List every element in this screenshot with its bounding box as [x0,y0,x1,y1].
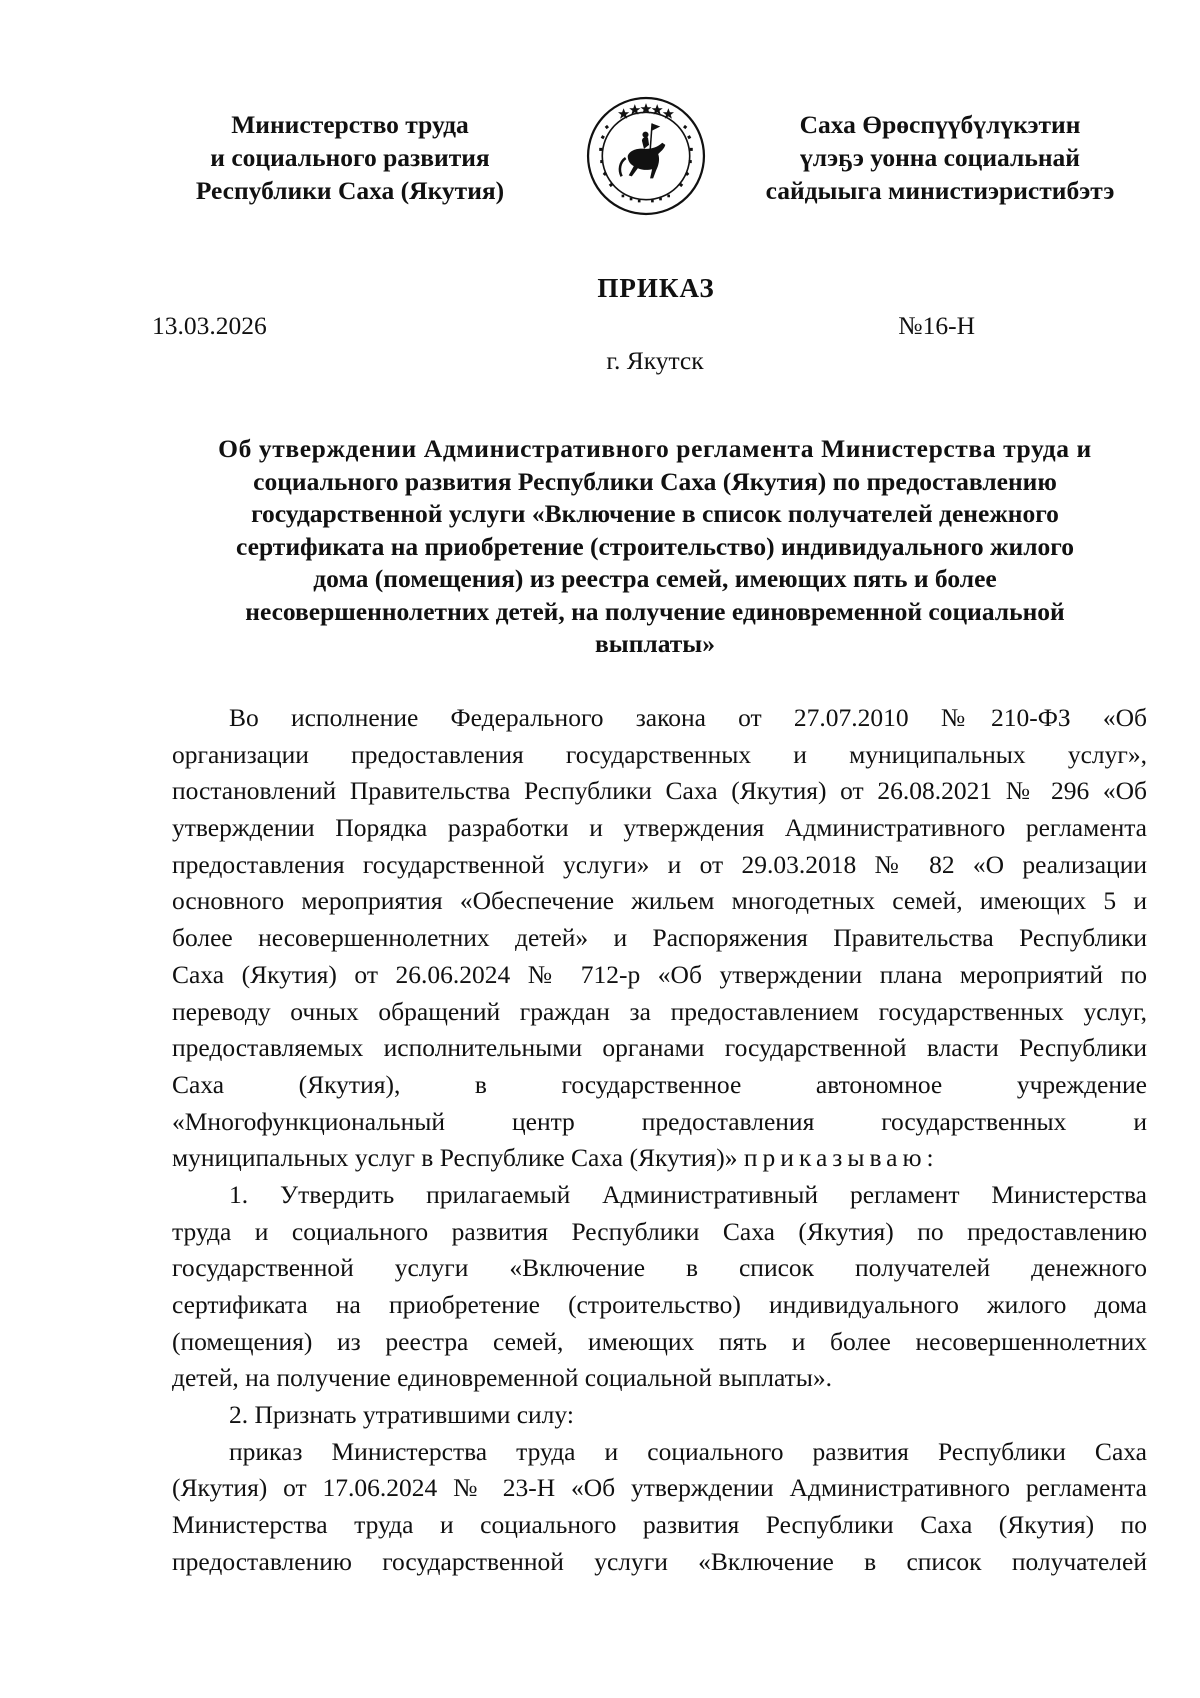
coat-of-arms-of-sakha-icon [585,95,707,217]
item-1-line: сертификата на приобретение (строительство) индивидуального жилого дома [172,1290,1147,1319]
subject-line: Об утверждении Административного регламента Министерства труда и [218,434,1092,463]
preamble-line: Во исполнение Федерального закона от 27.07.2010 №210-ФЗ «Об [229,703,1147,732]
preamble-line: постановлений Правительства Республики Саха (Якутия) от 26.08.2021 № 296 «Об [172,776,1147,806]
item-1-line: детей, на получение единовременной социальной выплаты». [172,1363,833,1393]
document-type-title: ПРИКАЗ [597,273,715,303]
ministry-name-line: сайдыыга министиэристибэтэ [765,176,1115,205]
preamble-line: Саха (Якутия), в государственное автономное учреждение [172,1069,1147,1099]
ministry-name-line: и социального развития [210,143,490,172]
item-2-line: (Якутия) от 17.06.2024 № 23-Н «Об утверждении Административного регламента [172,1473,1147,1503]
ministry-name-yakut [720,108,1160,207]
item-1-line: (помещения) из реестра семей, имеющих пять и более несовершеннолетних [172,1326,1147,1356]
ministry-name-line: Министерство труда [231,110,469,139]
order-body [172,700,1147,1581]
preamble-line: организации предоставления государственных и муниципальных услуг», [172,739,1147,769]
ministry-name-russian [150,108,550,207]
item-1-line: 1. Утвердить прилагаемый Административный регламент Министерства [229,1179,1147,1209]
subject-line: несовершеннолетних детей, на получение единовременной социальной [245,596,1065,626]
item-2-line: предоставлению государственной услуги «Включение в список получателей [172,1546,1147,1576]
document-number: №16-Н [898,311,975,340]
order-word: приказываю: [743,1143,939,1173]
ministry-name-line: Саха Өрөспүүбүлүкэтин [799,110,1081,139]
item-2-heading: 2. Признать утратившими силу: [229,1400,574,1430]
ministry-name-line: Республики Саха (Якутия) [195,176,505,205]
preamble-last-line [172,1140,1147,1177]
preamble-line: предоставления государственной услуги» и от 29.03.2018 № 82 «О реализации [172,849,1147,879]
subject-line: дома (помещения) из реестра семей, имеющих пять и более [313,564,997,593]
item-1-line: труда и социального развития Республики Саха (Якутия) по предоставлению [172,1216,1147,1246]
preamble-line: предоставляемых исполнительными органами государственной власти Республики [172,1033,1147,1063]
subject-line: выплаты» [595,629,715,658]
preamble-line: «Многофункциональный центр предоставления государственных и [172,1106,1147,1136]
preamble-line: более несовершеннолетних детей» и Распоряжения Правительства Республики [172,923,1147,953]
subject-line: государственной услуги «Включение в список получателей денежного [251,499,1059,528]
preamble-line-text: муниципальных услуг в Республике Саха (Якутия)» [172,1143,738,1173]
item-2-line: Министерства труда и социального развития Республики Саха (Якутия) по [172,1510,1147,1540]
preamble-line: Саха (Якутия) от 26.06.2024 № 712-р «Об утверждении плана мероприятий по [172,959,1147,989]
document-date: 13.03.2026 [152,311,267,340]
subject-line: сертификата на приобретение (строительство) индивидуального жилого [236,531,1074,561]
preamble-line: основного мероприятия «Обеспечение жильем многодетных семей, имеющих 5 и [172,886,1147,916]
order-subject [170,433,1140,661]
subject-line: социального развития Республики Саха (Якутия) по предоставлению [253,466,1057,496]
preamble-line: утверждении Порядка разработки и утверждения Административного регламента [172,813,1147,843]
preamble-line: переводу очных обращений граждан за предоставлением государственных услуг, [172,996,1147,1026]
item-2-line: приказ Министерства труда и социального развития Республики Саха [229,1436,1147,1466]
ministry-name-line: үлэҕэ уонна социальнай [800,143,1080,172]
item-1-line: государственной услуги «Включение в список получателей денежного [172,1253,1147,1283]
document-city: г. Якутск [606,346,704,375]
